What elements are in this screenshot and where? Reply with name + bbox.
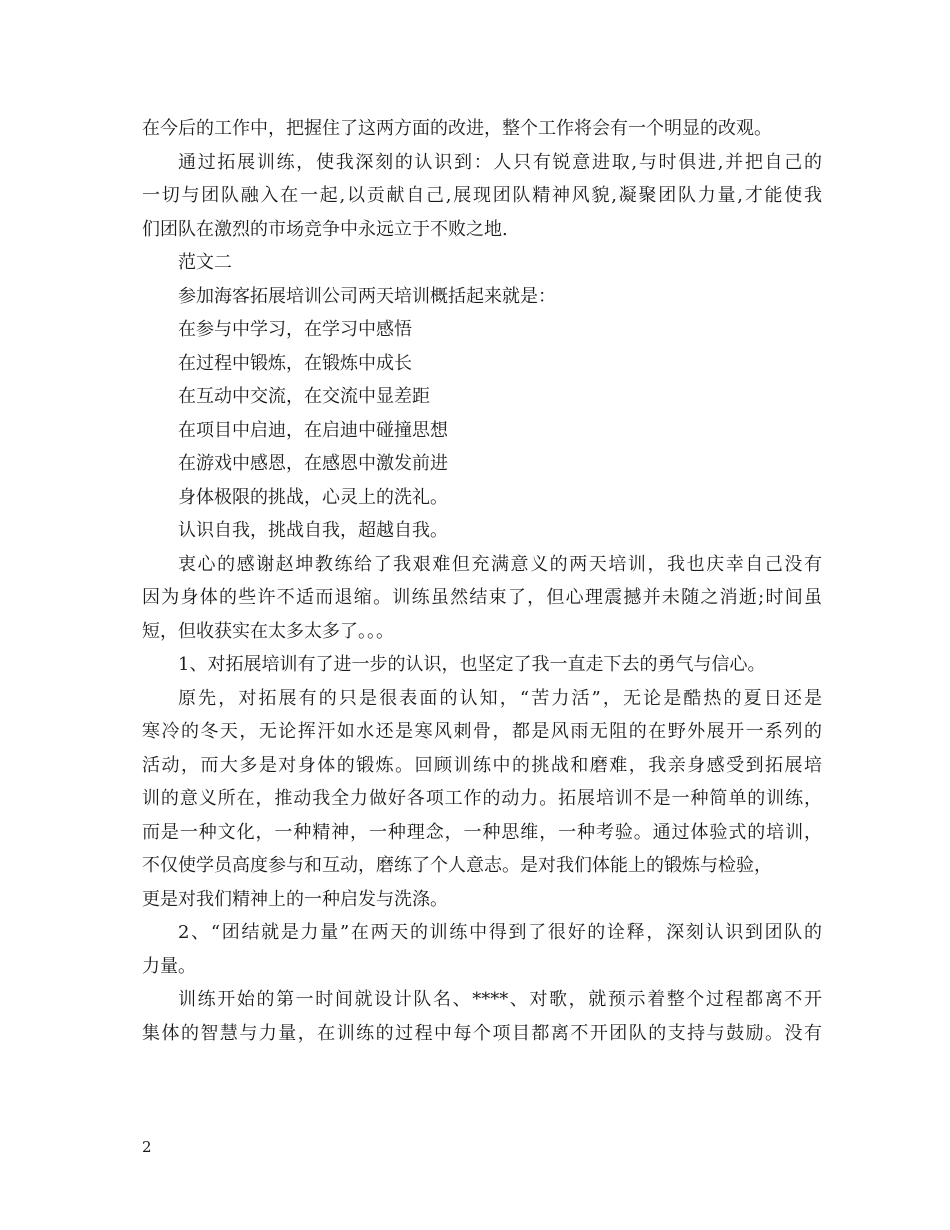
text-line: 更是对我们精神上的一种启发与洗涤。 (142, 888, 448, 910)
text-line: 因为身体的些许不适而退缩。训练虽然结束了，但心理震撼并未随之消逝;时间虽 (142, 587, 822, 608)
text-line: 认识自我，挑战自我，超越自我。 (178, 520, 448, 541)
text-line: 在游戏中感恩，在感恩中激发前进 (178, 453, 448, 474)
text-line: 不仅使学员高度参与和互动，磨练了个人意志。是对我们体能上的锻炼与检验， (142, 855, 772, 876)
text-line: 在互动中交流，在交流中显差距 (178, 386, 430, 407)
text-line: 在项目中启迪，在启迪中碰撞思想 (178, 419, 448, 441)
text-line: 而是一种文化，一种精神，一种理念，一种思维，一种考验。通过体验式的培训， (142, 821, 822, 843)
text-line: 参加海客拓展培训公司两天培训概括起来就是： (178, 285, 556, 307)
text-line: 范文二 (178, 252, 232, 273)
text-line: 在参与中学习，在学习中感悟 (178, 319, 412, 340)
text-line: 集体的智慧与力量，在训练的过程中每个项目都离不开团队的支持与鼓励。没有 (142, 1022, 822, 1044)
text-line: 通过拓展训练，使我深刻的认识到：人只有锐意进取,与时俱进,并把自己的 (178, 151, 822, 173)
text-line: 一切与团队融入在一起,以贡献自己,展现团队精神风貌,凝聚团队力量,才能使我 (142, 185, 822, 206)
text-line: 在今后的工作中，把握住了这两方面的改进，整个工作将会有一个明显的改观。 (142, 118, 772, 139)
text-line: 活动，而大多是对身体的锻炼。回顾训练中的挑战和磨难，我亲身感受到拓展培 (142, 754, 822, 776)
text-line: 1、对拓展培训有了进一步的认识，也坚定了我一直走下去的勇气与信心。 (178, 654, 766, 675)
text-line: 2、“团结就是力量”在两天的训练中得到了很好的诠释，深刻认识到团队的 (178, 922, 822, 943)
text-line: 原先，对拓展有的只是很表面的认知，“苦力活”，无论是酷热的夏日还是 (178, 687, 822, 709)
text-line: 力量。 (142, 955, 196, 977)
text-line: 衷心的感谢赵坤教练给了我艰难但充满意义的两天培训，我也庆幸自己没有 (178, 553, 822, 575)
text-line: 寒冷的冬天，无论挥汗如水还是寒风刺骨，都是风雨无阻的在野外展开一系列的 (142, 721, 822, 742)
text-line: 短，但收获实在太多太多了。。。 (142, 620, 394, 642)
document-body (142, 112, 822, 1050)
text-line: 训练开始的第一时间就设计队名、****、对歌，就预示着整个过程都离不开 (178, 989, 822, 1010)
text-line: 在过程中锻炼，在锻炼中成长 (178, 352, 412, 374)
text-line: 训的意义所在，推动我全力做好各项工作的动力。拓展培训不是一种简单的训练， (142, 788, 822, 809)
text-line: 们团队在激烈的市场竞争中永远立于不败之地. (142, 218, 508, 240)
page-number: 2 (142, 1138, 152, 1156)
text-line: 身体极限的挑战，心灵上的洗礼。 (178, 486, 448, 508)
